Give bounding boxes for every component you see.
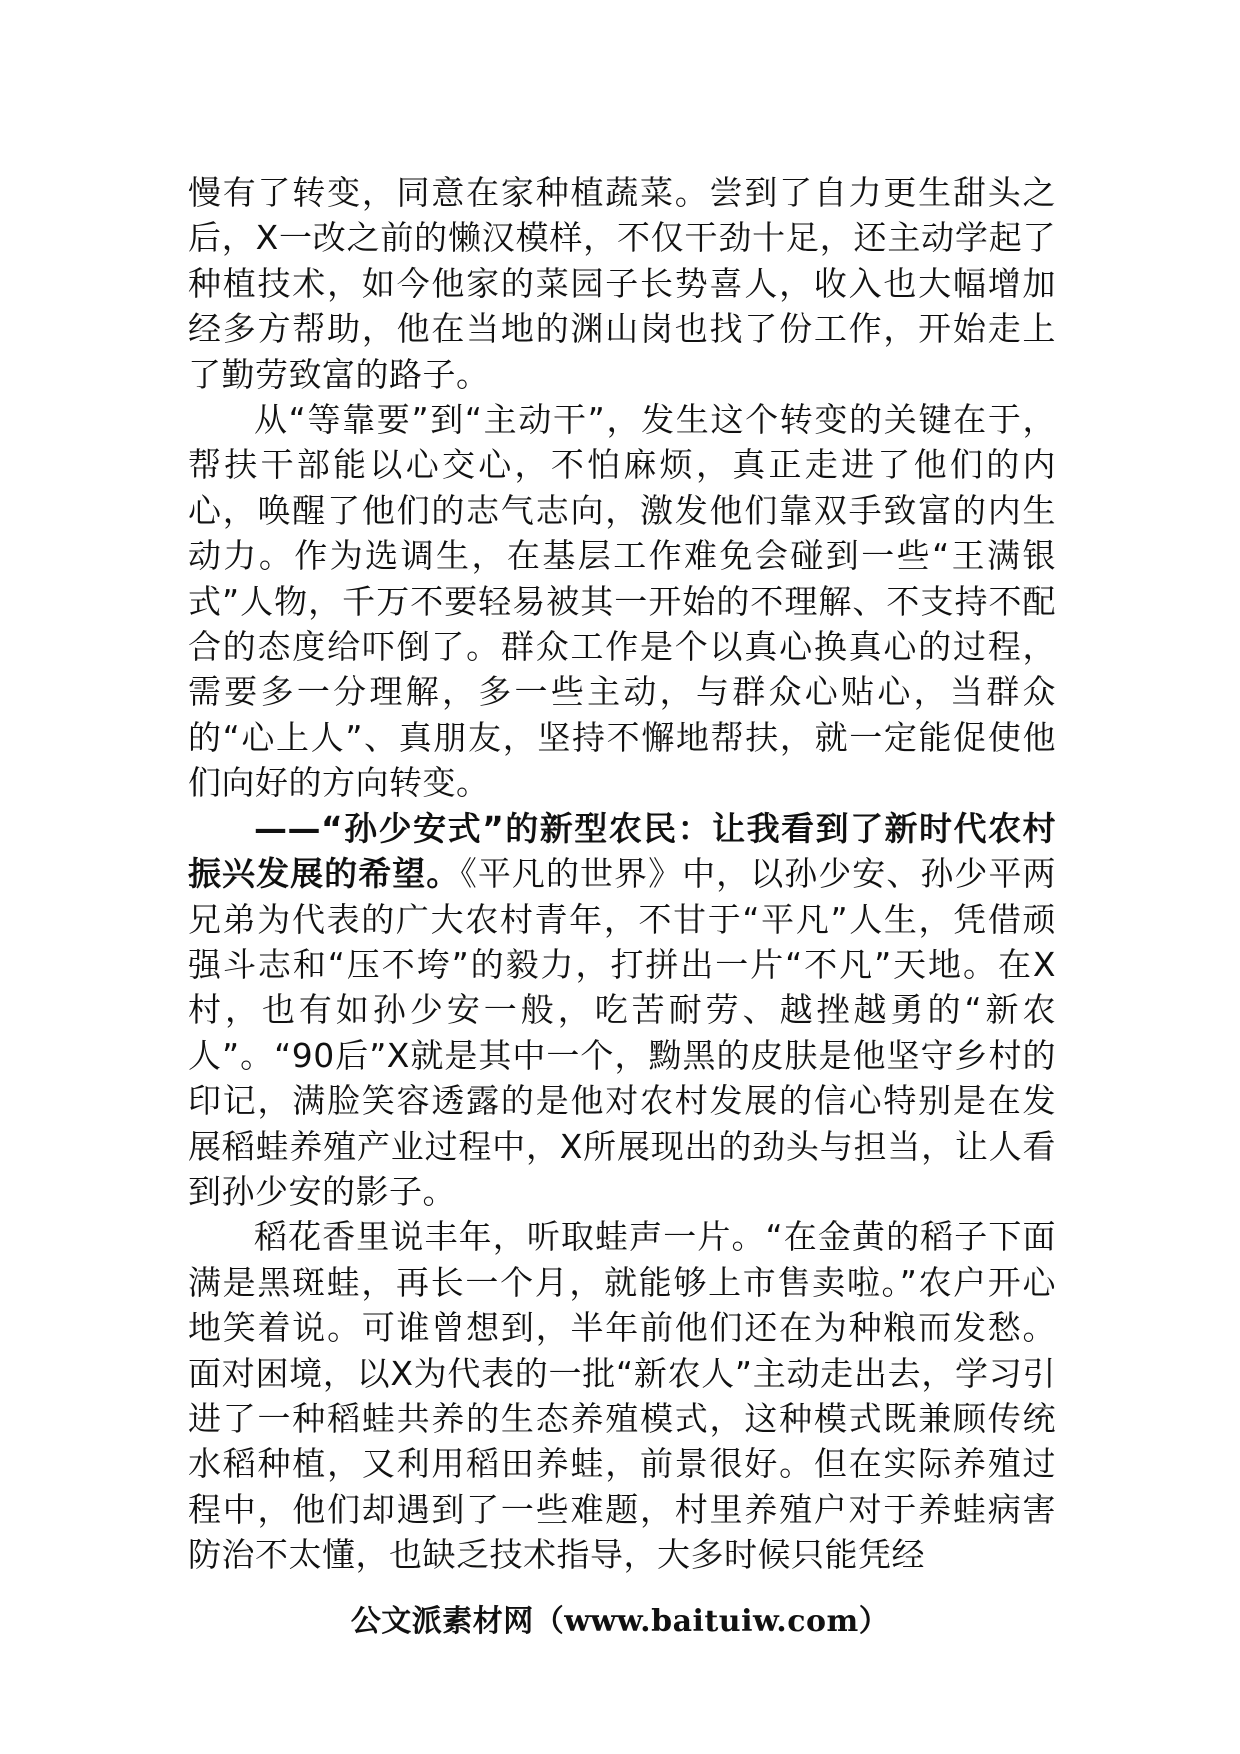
paragraph-3-heading: ——“孙少安式”的新型农民：让我看到了新时代农村振兴发展的希望。 (188, 808, 1056, 894)
footer-watermark: 公文派素材网（www.baituiw.com） (350, 1604, 890, 1639)
document-body (188, 170, 1056, 1578)
paragraph-1-text: 慢有了转变，同意在家种植蔬菜。尝到了自力更生甜头之后，X一改之前的懒汉模样，不仅干劲十足，还主动学起了种植技术，如今他家的菜园子长势喜人，收入也大幅增加经多方帮助，他在当地的渊山岗也找了份工作，开始走上了勤劳致富的路子。 (188, 173, 1056, 394)
paragraph-3-text: 《平凡的世界》中，以孙少安、孙少平两兄弟为代表的广大农村青年，不甘于“平凡”人生，凭借顽强斗志和“压不垮”的毅力，打拼出一片“不凡”天地。在X村，也有如孙少安一般，吃苦耐劳、越挫越勇的“新农人”。“90后”X就是其中一个，黝黑的皮肤是他坚守乡村的印记，满脸笑容透露的是他对农村发展的信心特别是在发展稻蛙养殖产业过程中，X所展现出的劲头与担当，让人看到孙少安的影子。 (188, 854, 1057, 1211)
paragraph-1 (188, 170, 1056, 397)
paragraph-4-text: 稻花香里说丰年，听取蛙声一片。“在金黄的稻子下面满是黑斑蛙，再长一个月，就能够上市售卖啦。”农户开心地笑着说。可谁曾想到，半年前他们还在为种粮而发愁。面对困境，以X为代表的一批“新农人”主动走出去，学习引进了一种稻蛙共养的生态养殖模式，这种模式既兼顾传统水稻种植，又利用稻田养蛙，前景很好。但在实际养殖过程中，他们却遇到了一些难题，村里养殖户对于养蛙病害防治不太懂，也缺乏技术指导，大多时候只能凭经 (188, 1217, 1056, 1575)
paragraph-3 (188, 806, 1056, 1215)
paragraph-2 (188, 397, 1056, 806)
paragraph-4 (188, 1214, 1056, 1577)
paragraph-2-text: 从“等靠要”到“主动干”，发生这个转变的关键在于，帮扶干部能以心交心，不怕麻烦，真正走进了他们的内心，唤醒了他们的志气志向，激发他们靠双手致富的内生动力。作为选调生，在基层工作难免会碰到一些“王满银式”人物，千万不要轻易被其一开始的不理解、不支持不配合的态度给吓倒了。群众工作是个以真心换真心的过程，需要多一分理解，多一些主动，与群众心贴心，当群众的“心上人”、真朋友，坚持不懈地帮扶，就一定能促使他们向好的方向转变。 (188, 400, 1056, 803)
